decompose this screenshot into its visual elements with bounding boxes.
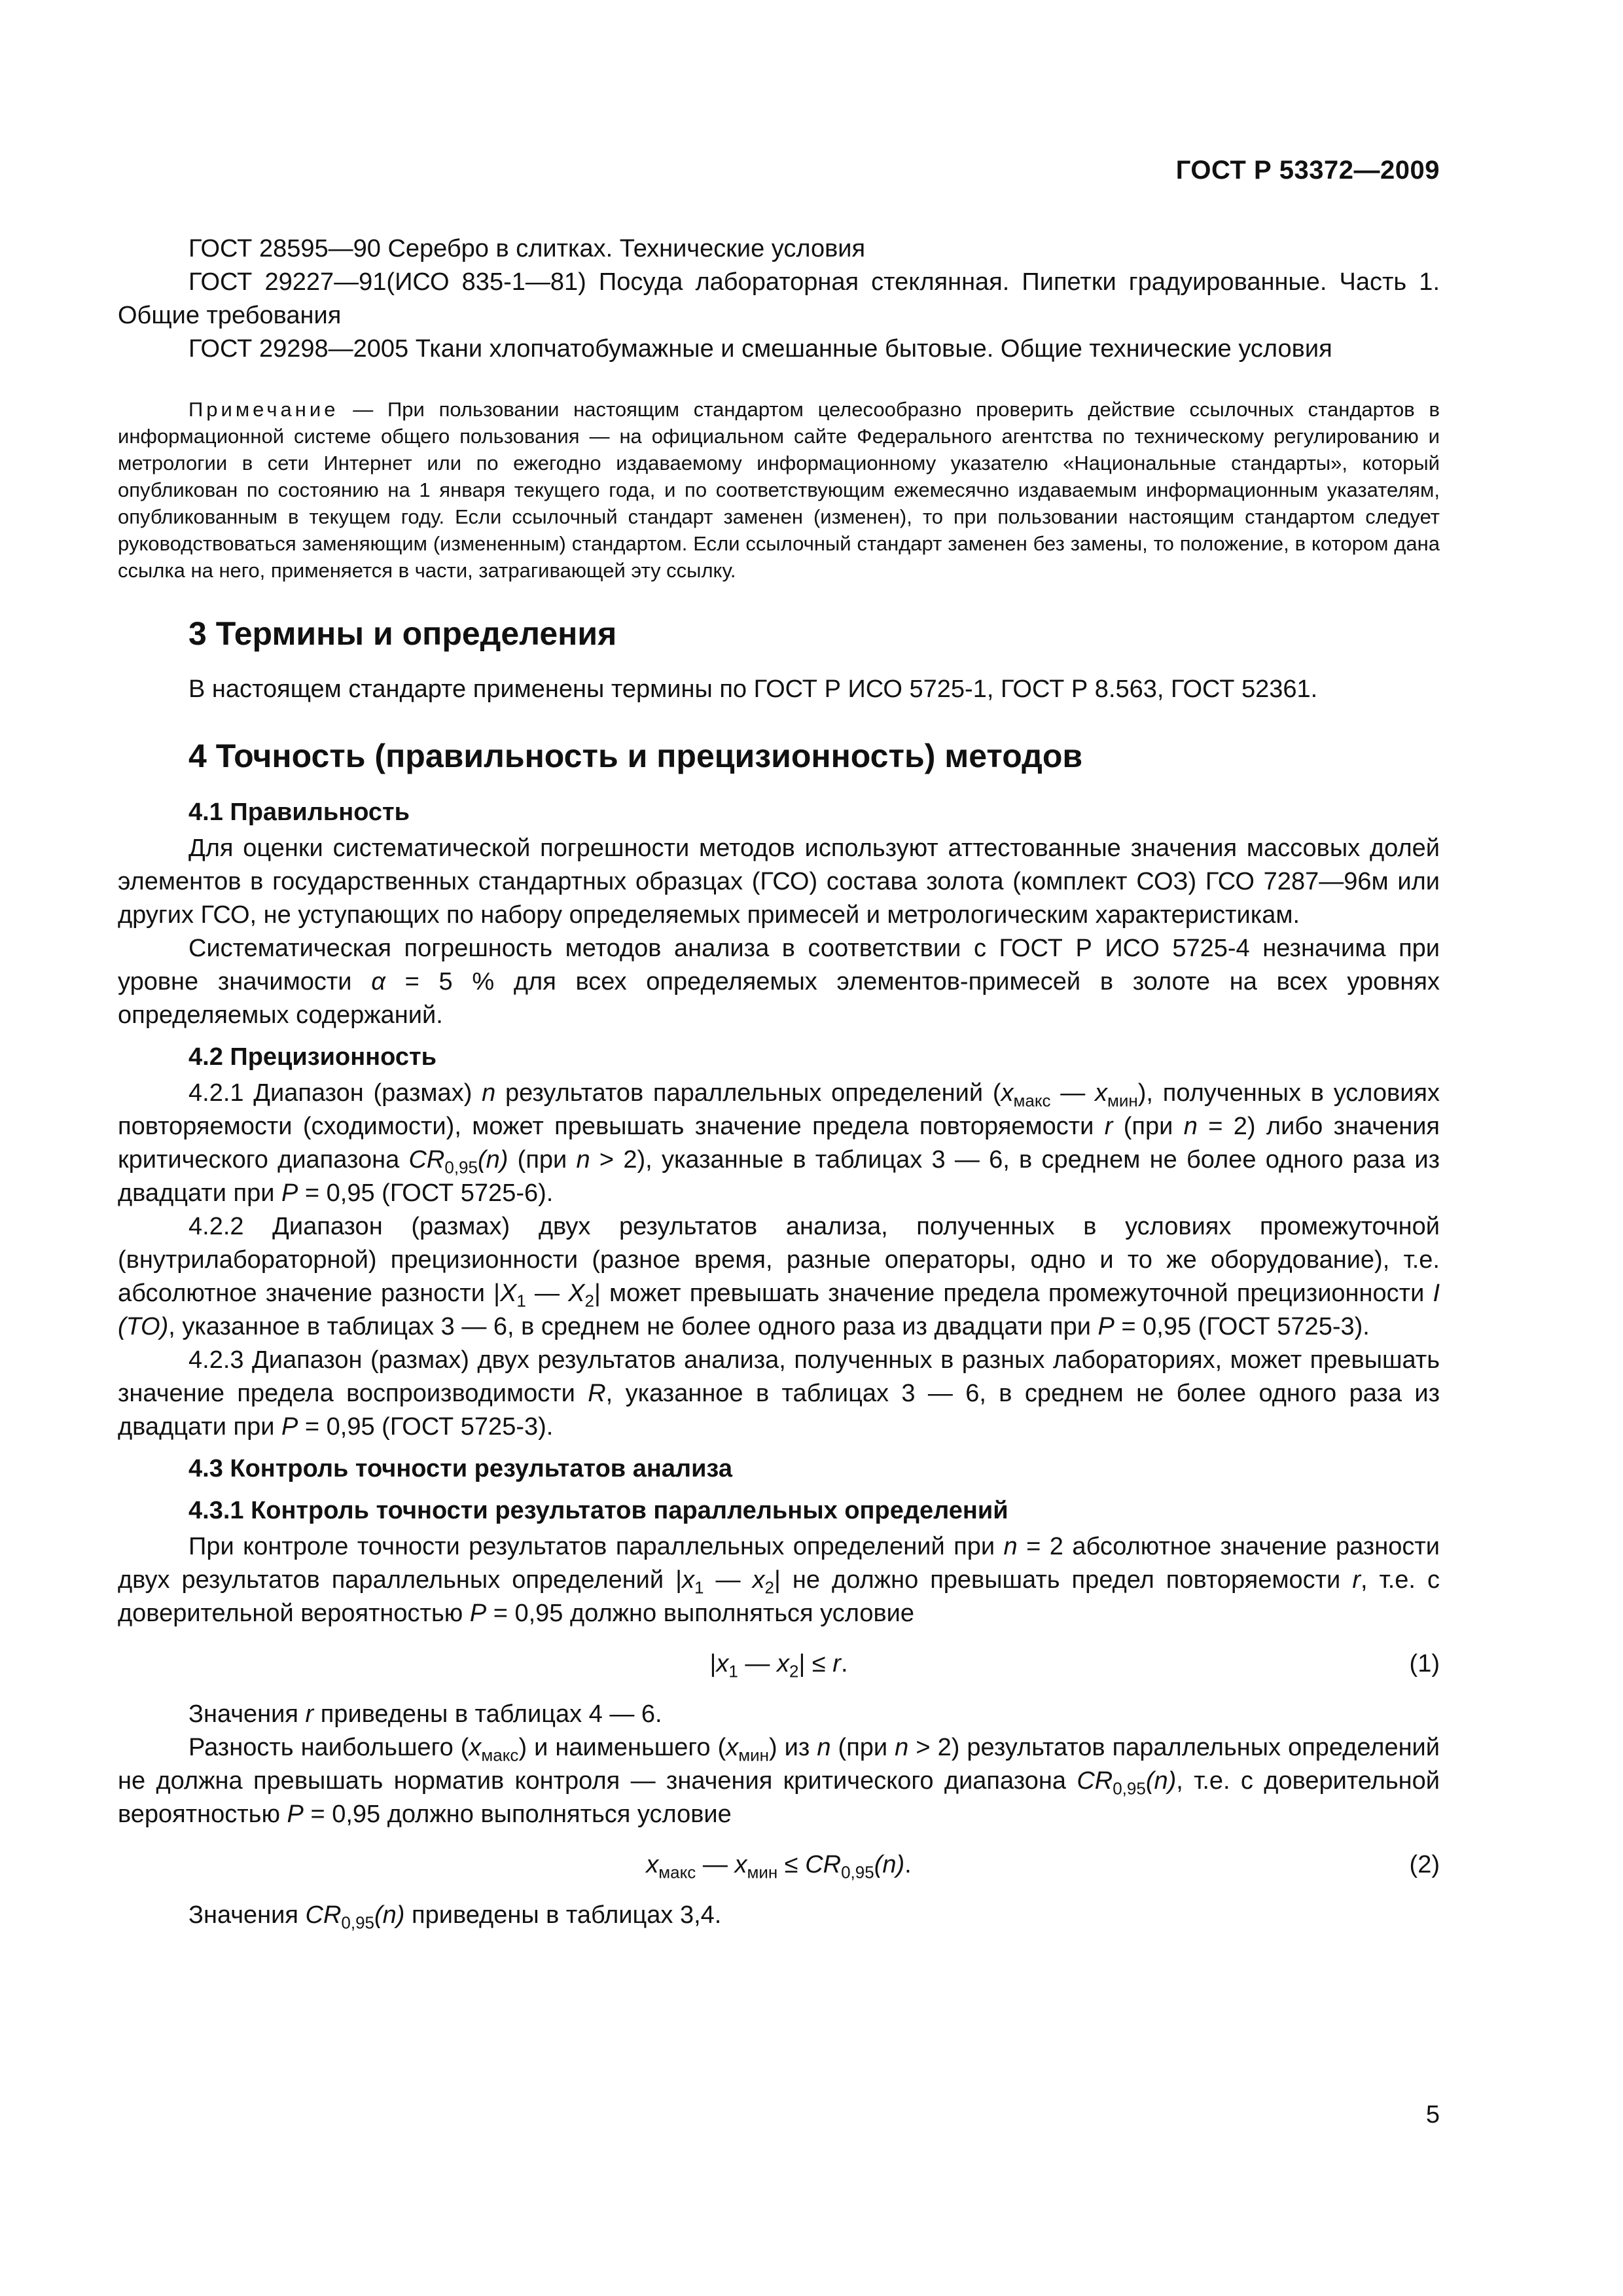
section-3-title: 3 Термины и определения xyxy=(188,615,617,652)
section-4-2-title: 4.2 Прецизионность xyxy=(188,1043,437,1071)
formula-2-number: (2) xyxy=(1409,1851,1440,1878)
formula-1-number: (1) xyxy=(1409,1650,1440,1677)
section-4-3-1-paragraph-4: Значения $CR_{0,95}(n)$ приведены в таблицах 3,4. xyxy=(188,1901,722,1933)
page-number: 5 xyxy=(1425,2101,1440,2128)
formula-2: $x_{макс}$ — $x_{мин} \le CR_{0,95}(n)$. (2) xyxy=(118,1848,1440,1882)
section-4-3-title: 4.3 Контроль точности результатов анализа xyxy=(188,1455,732,1482)
section-4-2-1-paragraph: 4.2.1 Диапазон (размах) n результатов параллельных определений ($x_{макс}$ — $x_{мин}$), полученных в условиях повторяемости (сходимости), может превышать значение предела повторяемости r (при n = 2) либо значения критического диапазона $CR_{0,95}(n)$ (при n > 2), указанные в таблицах 3 — 6, в среднем не более одного раза из двадцати при P = 0,95 (ГОСТ 5725-6). xyxy=(118,1079,1440,1207)
note-text: — При пользовании настоящим стандартом целесообразно проверить действие ссылочных стандартов в информационной системе общего пользования — на официальном сайте Федерального агентства по техническому регулированию и метрологии в сети Интернет или по ежегодно издаваемому информационному указателю «Национальные стандарты», который опубликован по состоянию на 1 января текущего года, и по соответствующим ежемесячно издаваемым информационным указателям, опубликованным в текущем году. Если ссылочный стандарт заменен (изменен), то при пользовании настоящим стандартом следует руководствоваться заменяющим (измененным) стандартом. Если ссылочный стандарт заменен без замены, то положение, в котором дана ссылка на него, применяется в части, затрагивающей эту ссылку. xyxy=(118,398,1440,582)
section-4-title: 4 Точность (правильность и прецизионность) методов xyxy=(188,738,1083,774)
section-4-2-3-paragraph: 4.2.3 Диапазон (размах) двух результатов анализа, полученных в разных лабораториях, может превышать значение предела воспроизводимости R, указанное в таблицах 3 — 6, в среднем не более одного раза из двадцати при P = 0,95 (ГОСТ 5725-3). xyxy=(118,1346,1440,1441)
section-4-3-1-paragraph-3: Разность наибольшего $(x_{макс})$ и наименьшего $(x_{мин})$ из n (при n > 2) результатов параллельных определений не должна превышать норматив контроля — значения критического диапазона $CR_{0,95}(n)$, т.е. с доверительной вероятностью P = 0,95 должно выполняться условие xyxy=(118,1734,1440,1828)
formula-1: $|x_1$ — $x_2| \le r$. (1) xyxy=(118,1647,1440,1681)
page-content xyxy=(118,232,1440,1932)
reference-gost-29227: ГОСТ 29227—91(ИСО 835-1—81) Посуда лабораторная стеклянная. Пипетки градуированные. Часть 1. Общие требования xyxy=(118,268,1440,329)
reference-gost-28595: ГОСТ 28595—90 Серебро в слитках. Технические условия xyxy=(188,235,866,262)
section-4-3-1-paragraph-2: Значения r приведены в таблицах 4 — 6. xyxy=(188,1700,662,1728)
document-code: ГОСТ Р 53372—2009 xyxy=(1175,156,1440,185)
note-paragraph xyxy=(118,396,1440,584)
section-4-1-paragraph-2: Систематическая погрешность методов анализа в соответствии с ГОСТ Р ИСО 5725-4 незначима при уровне значимости α = 5 % для всех определяемых элементов-примесей в золоте на всех уровнях определяемых содержаний. xyxy=(118,935,1440,1029)
section-4-1-paragraph-1: Для оценки систематической погрешности методов используют аттестованные значения массовых долей элементов в государственных стандартных образцах (ГСО) состава золота (комплект СОЗ) ГСО 7287—96м или других ГСО, не уступающих по набору определяемых примесей и метрологическим характеристикам. xyxy=(118,834,1440,929)
reference-gost-29298: ГОСТ 29298—2005 Ткани хлопчатобумажные и смешанные бытовые. Общие технические условия xyxy=(188,335,1332,363)
note-label: Примечание xyxy=(188,398,339,421)
section-4-3-1-title: 4.3.1 Контроль точности результатов параллельных определений xyxy=(188,1497,1008,1524)
section-3-text: В настоящем стандарте применены термины по ГОСТ Р ИСО 5725-1, ГОСТ Р 8.563, ГОСТ 52361. xyxy=(188,675,1318,703)
section-4-1-title: 4.1 Правильность xyxy=(188,798,410,826)
section-4-2-2-paragraph: 4.2.2 Диапазон (размах) двух результатов анализа, полученных в условиях промежуточной (внутрилабораторной) прецизионности (разное время, разные операторы, одно и то же оборудование), т.е. абсолютное значение разности $|X_1$ — $X_2|$ может превышать значение предела промежуточной прецизионности I (ТО), указанное в таблицах 3 — 6, в среднем не более одного раза из двадцати при P = 0,95 (ГОСТ 5725-3). xyxy=(118,1213,1440,1340)
section-4-3-1-paragraph-1: При контроле точности результатов параллельных определений при n = 2 абсолютное значение разности двух результатов параллельных определений $|x_1$ — $x_2|$ не должно превышать предел повторяемости r, т.е. с доверительной вероятностью P = 0,95 должно выполняться условие xyxy=(118,1533,1440,1627)
